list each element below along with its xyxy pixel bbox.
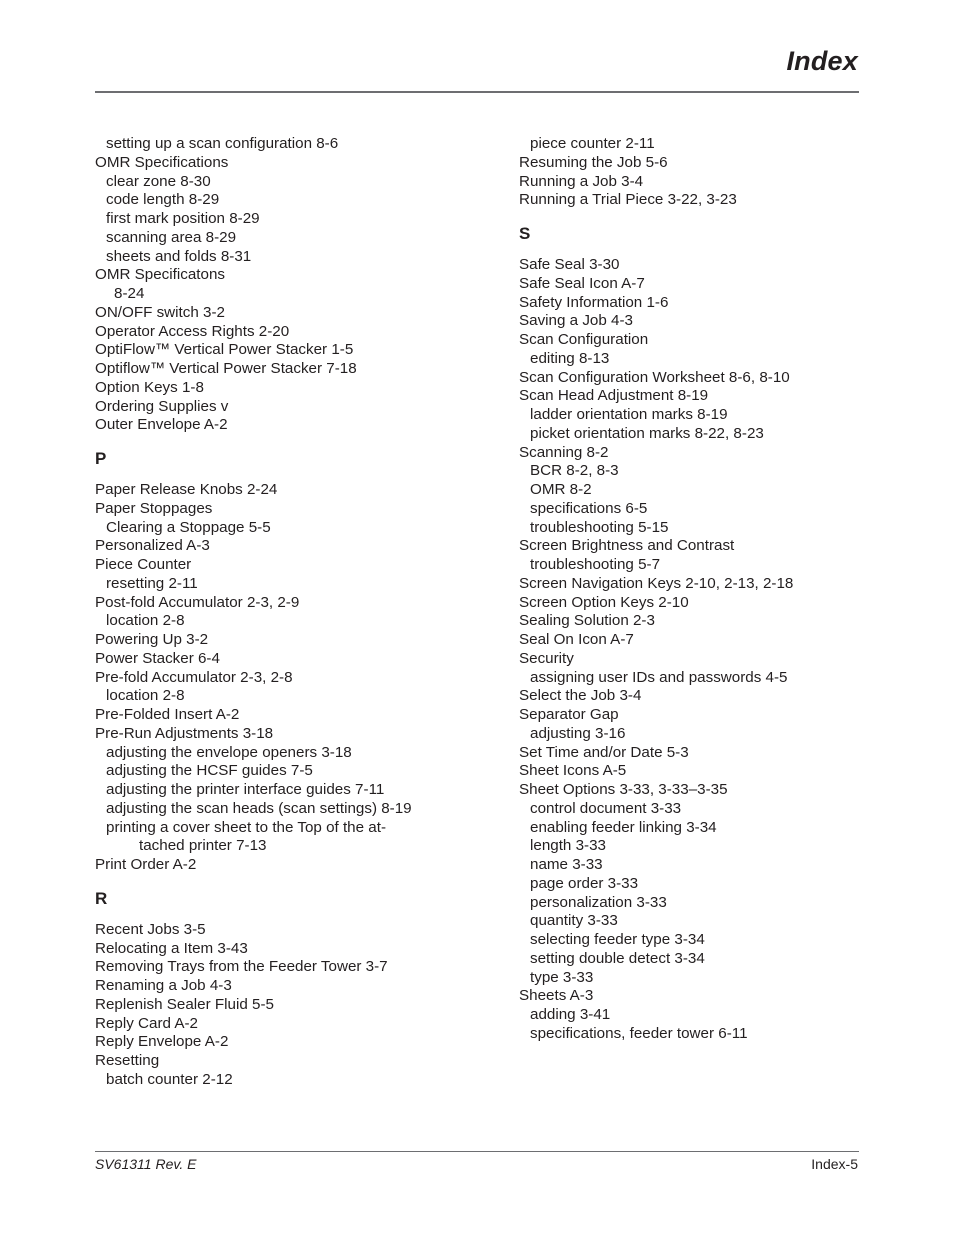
- index-subentry: enabling feeder linking 3-34: [530, 818, 717, 836]
- page-title: Index: [786, 46, 858, 76]
- index-entry: Operator Access Rights 2-20: [95, 322, 290, 340]
- index-entry: Powering Up 3-2: [95, 631, 209, 648]
- index-subentry: setting double detect 3-34: [530, 949, 705, 967]
- index-column-right: [519, 135, 919, 1044]
- index-subentry: piece counter 2-11: [530, 135, 655, 152]
- index-entry: Scan Configuration: [519, 331, 649, 348]
- index-entry: Renaming a Job 4-3: [95, 977, 232, 994]
- index-subentry: Clearing a Stoppage 5-5: [106, 518, 271, 536]
- index-entry: Seal On Icon A-7: [519, 631, 634, 648]
- index-subentry: setting up a scan configuration 8-6: [106, 135, 339, 152]
- index-subentry: adjusting the scan heads (scan settings) 8-19: [106, 799, 412, 817]
- index-subentry: troubleshooting 5-15: [530, 518, 669, 536]
- index-subentry: code length 8-29: [106, 191, 220, 209]
- index-entry: Pre-fold Accumulator 2-3, 2-8: [95, 668, 293, 686]
- index-subentry: BCR 8-2, 8-3: [530, 462, 619, 480]
- index-entry: Pre-Run Adjustments 3-18: [95, 724, 274, 742]
- index-subentry: adding 3-41: [530, 1006, 611, 1023]
- index-entry: Sheet Icons A-5: [519, 762, 627, 780]
- index-entry: Recent Jobs 3-5: [95, 920, 206, 938]
- index-column-left: [95, 135, 495, 1090]
- index-entry: Set Time and/or Date 5-3: [519, 743, 689, 761]
- index-subentry: printing a cover sheet to the Top of the at-: [106, 818, 387, 836]
- index-entry: Ordering Supplies v: [95, 397, 229, 415]
- index-entry: OMR Specifications: [95, 153, 229, 171]
- index-entry: Reply Card A-2: [95, 1014, 198, 1032]
- index-subentry: location 2-8: [106, 687, 185, 705]
- index-subentry: adjusting the envelope openers 3-18: [106, 743, 352, 761]
- index-entry: OptiFlow™ Vertical Power Stacker 1-5: [95, 341, 354, 359]
- index-entry: Separator Gap: [519, 706, 619, 723]
- index-entry: Scanning 8-2: [519, 443, 609, 461]
- index-subentry: personalization 3-33: [530, 893, 667, 911]
- index-entry: Removing Trays from the Feeder Tower 3-7: [95, 958, 388, 976]
- index-entry: Reply Envelope A-2: [95, 1033, 229, 1051]
- index-entry: Sheet Options 3-33, 3-33–3-35: [519, 781, 728, 798]
- index-subentry: location 2-8: [106, 612, 185, 630]
- index-entry: Resetting: [95, 1052, 160, 1069]
- index-subentry: quantity 3-33: [530, 912, 618, 930]
- index-entry: Paper Stoppages: [95, 499, 213, 517]
- index-subentry: type 3-33: [530, 968, 594, 986]
- index-subentry: adjusting the printer interface guides 7-11: [106, 781, 385, 798]
- index-entry: Sheets A-3: [519, 987, 594, 1005]
- index-subentry: ladder orientation marks 8-19: [530, 406, 728, 423]
- page-number: Index-5: [811, 1156, 858, 1172]
- section-letter: S: [519, 224, 531, 243]
- index-entry: Scan Head Adjustment 8-19: [519, 387, 709, 405]
- index-subentry: specifications 6-5: [530, 499, 648, 517]
- index-entry: Outer Envelope A-2: [95, 416, 228, 434]
- index-entry: Option Keys 1-8: [95, 378, 204, 396]
- index-subentry: batch counter 2-12: [106, 1070, 233, 1088]
- index-entry: OMR Specificatons: [95, 266, 225, 284]
- index-entry: Personalized A-3: [95, 537, 210, 555]
- index-subentry: length 3-33: [530, 837, 606, 855]
- index-entry: ON/OFF switch 3-2: [95, 303, 225, 321]
- document-id: SV61311 Rev. E: [95, 1156, 197, 1172]
- index-entry: Print Order A-2: [95, 856, 197, 873]
- index-entry: Saving a Job 4-3: [519, 312, 633, 330]
- index-subentry: adjusting the HCSF guides 7-5: [106, 762, 313, 780]
- index-subentry: picket orientation marks 8-22, 8-23: [530, 424, 764, 442]
- index-entry: Screen Option Keys 2-10: [519, 593, 689, 611]
- index-entry: Safe Seal Icon A-7: [519, 274, 645, 292]
- index-entry: Sealing Solution 2-3: [519, 612, 655, 630]
- index-subentry: sheets and folds 8-31: [106, 247, 252, 265]
- index-subentry: clear zone 8-30: [106, 172, 211, 190]
- section-letter: R: [95, 888, 108, 908]
- index-subentry: assigning user IDs and passwords 4-5: [530, 668, 788, 686]
- index-entry: Screen Brightness and Contrast: [519, 537, 735, 555]
- index-entry: Paper Release Knobs 2-24: [95, 481, 278, 498]
- index-subentry: control document 3-33: [530, 799, 682, 817]
- index-entry: Running a Job 3-4: [519, 172, 644, 190]
- header-rule: [95, 91, 859, 93]
- index-subentry: page order 3-33: [530, 874, 639, 892]
- index-entry: Optiflow™ Vertical Power Stacker 7-18: [95, 360, 357, 377]
- index-subentry: first mark position 8-29: [106, 210, 260, 227]
- index-entry: Resuming the Job 5-6: [519, 153, 668, 171]
- index-entry: Pre-Folded Insert A-2: [95, 706, 240, 723]
- index-subentry: specifications, feeder tower 6-11: [530, 1024, 748, 1042]
- index-entry: Relocating a Item 3-43: [95, 939, 248, 957]
- index-entry: Post-fold Accumulator 2-3, 2-9: [95, 593, 300, 611]
- index-subentry: tached printer 7-13: [139, 837, 267, 855]
- index-entry: Select the Job 3-4: [519, 687, 642, 705]
- section-letter: P: [95, 449, 107, 468]
- index-entry: Security: [519, 649, 574, 667]
- index-subentry: selecting feeder type 3-34: [530, 931, 705, 948]
- index-entry: Screen Navigation Keys 2-10, 2-13, 2-18: [519, 574, 794, 592]
- index-subentry: 8-24: [114, 285, 145, 302]
- index-subentry: OMR 8-2: [530, 481, 592, 498]
- index-entry: Safe Seal 3-30: [519, 256, 620, 273]
- index-entry: Safety Information 1-6: [519, 293, 669, 311]
- index-entry: Replenish Sealer Fluid 5-5: [95, 995, 274, 1013]
- index-subentry: scanning area 8-29: [106, 228, 237, 246]
- index-subentry: resetting 2-11: [106, 574, 198, 592]
- footer-rule: [95, 1151, 859, 1152]
- index-subentry: editing 8-13: [530, 349, 610, 367]
- index-subentry: troubleshooting 5-7: [530, 556, 661, 573]
- index-subentry: adjusting 3-16: [530, 724, 626, 742]
- index-entry: Running a Trial Piece 3-22, 3-23: [519, 191, 737, 209]
- index-entry: Scan Configuration Worksheet 8-6, 8-10: [519, 368, 790, 386]
- index-entry: Power Stacker 6-4: [95, 649, 220, 667]
- index-entry: Piece Counter: [95, 556, 192, 573]
- index-subentry: name 3-33: [530, 856, 603, 873]
